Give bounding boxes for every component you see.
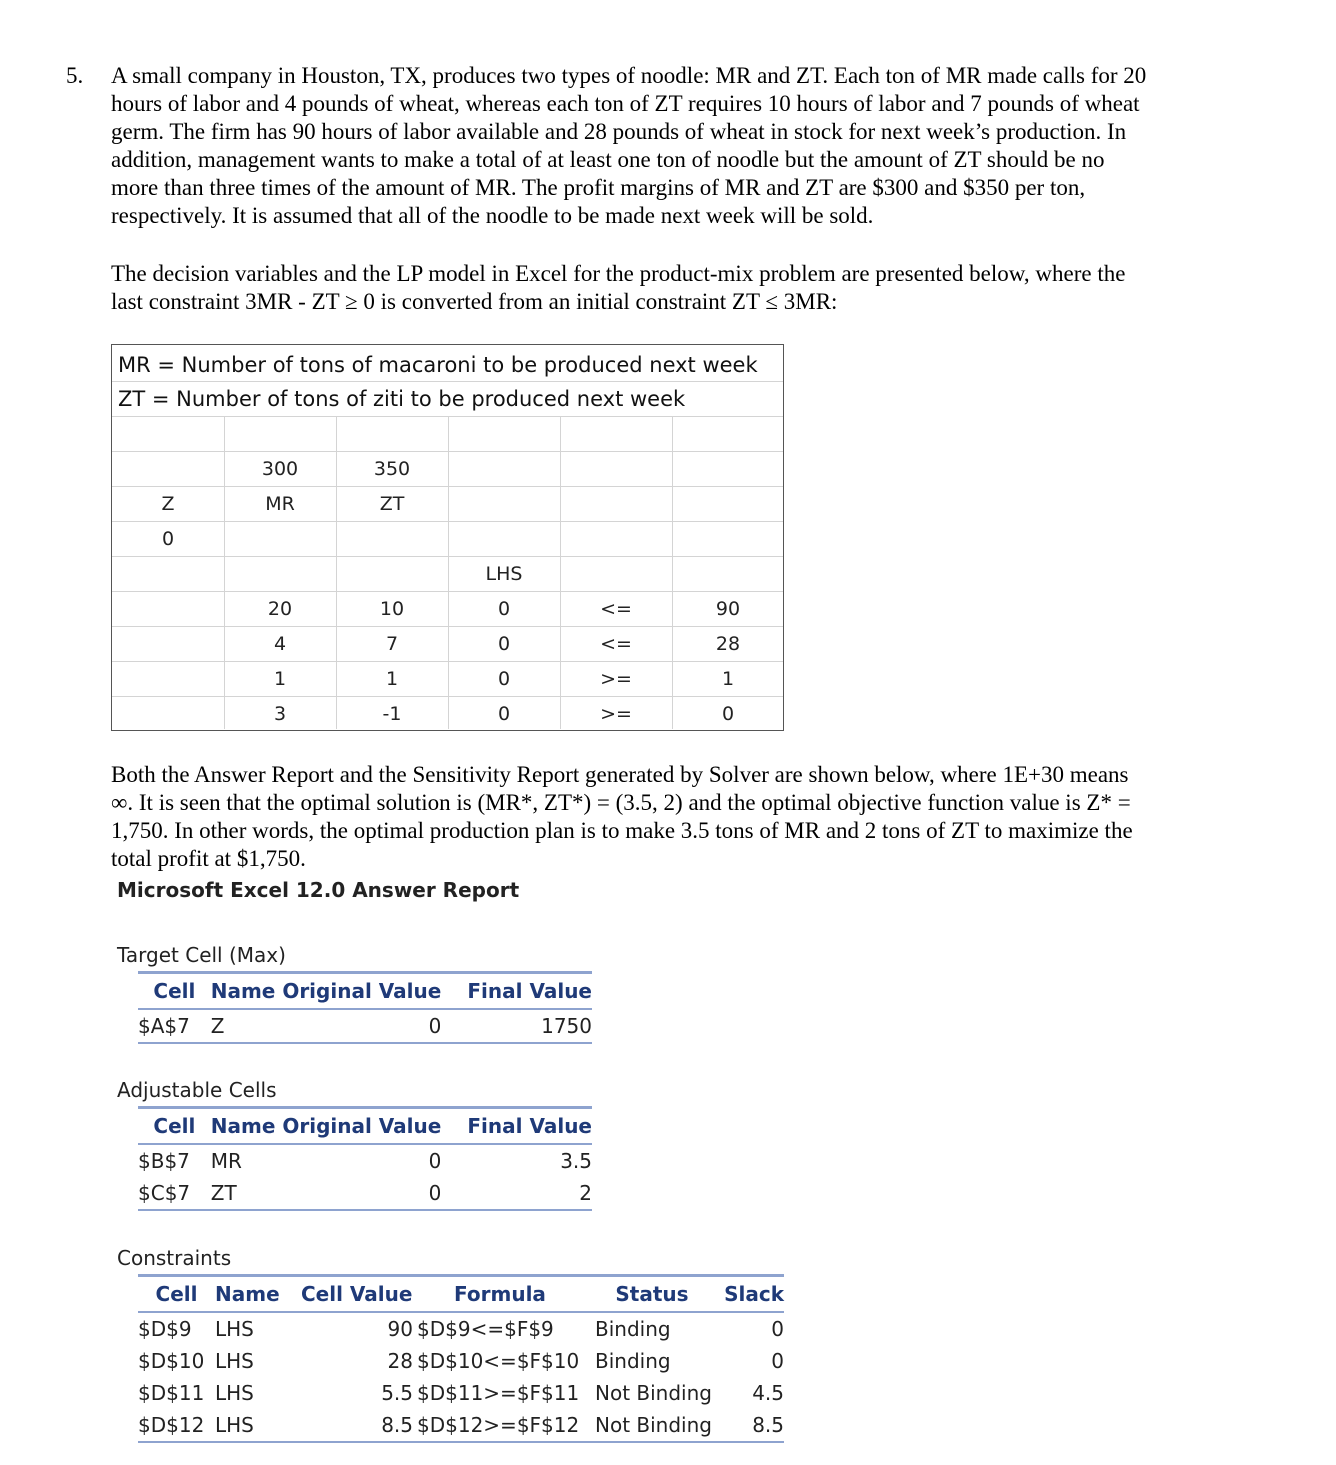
coef-cell: 1 [385,668,399,690]
status: Binding [595,1317,671,1341]
final-value: 1750 [541,1014,592,1038]
coef-cell: -1 [382,703,402,725]
slack: 4.5 [752,1381,784,1405]
formula: $D$10<=$F$10 [417,1349,580,1373]
cell-value: 5.5 [381,1381,413,1405]
cell-ref: $C$7 [138,1181,191,1205]
lhs-cell: 0 [497,598,511,620]
cell-value: 28 [387,1349,413,1373]
status: Not Binding [595,1381,712,1405]
text-line: germ. The firm has 90 hours of labor available and 28 pounds of wheat in stock for next week’s production. In [111,119,1127,144]
question-number: 5. [66,63,84,88]
text-line: addition, management wants to make a total of at least one ton of noodle but the amount of ZT should be no [111,147,1105,172]
excel-model-grid [111,344,784,731]
cell-name: LHS [215,1381,254,1405]
problem-statement [111,62,1251,230]
target-cell-table [138,971,592,1044]
text-line: total profit at $1,750. [111,846,306,871]
col-header: Final Value [441,1108,592,1145]
text-line: more than three times of the amount of MR. The profit margins of MR and ZT are $300 and $350 per ton, [111,175,1086,200]
text-line: 1,750. In other words, the optimal production plan is to make 3.5 tons of MR and 2 tons of ZT to maximize the [111,818,1133,843]
variable-label-mr: MR [265,493,295,515]
cell-name: Z [210,1014,225,1038]
cell-name: ZT [210,1181,237,1205]
lhs-cell: 0 [497,633,511,655]
cell-name: MR [210,1149,242,1173]
inequality-cell: <= [600,598,632,620]
cell-name: LHS [215,1317,254,1341]
lhs-cell: 0 [497,668,511,690]
text-line: The decision variables and the LP model in Excel for the product-mix problem are presented below, where the [111,261,1126,286]
profit-zt: 350 [373,458,411,480]
table-header-row [138,1276,784,1313]
cell-ref: $D$12 [138,1413,205,1437]
objective-value: 0 [161,528,175,550]
col-header: Original Value [282,1108,441,1145]
coef-cell: 20 [267,598,293,620]
rhs-cell: 90 [715,598,741,620]
text-line: respectively. It is assumed that all of the noodle to be made next week will be sold. [111,203,874,228]
variable-label-zt: ZT [379,493,405,515]
coef-cell: 4 [273,633,287,655]
table-row [138,1144,592,1177]
text-line: A small company in Houston, TX, produces two types of noodle: MR and ZT. Each ton of MR made calls for 20 [111,63,1147,88]
solution-summary [111,761,1251,873]
formula: $D$11>=$F$11 [417,1381,580,1405]
col-header: Status [587,1276,717,1313]
text-line: last constraint 3MR - ZT ≥ 0 is converted from an initial constraint ZT ≤ 3MR: [111,289,838,314]
col-header: Name [211,973,283,1010]
status: Not Binding [595,1413,712,1437]
col-header: Cell Value [301,1276,413,1313]
col-header: Slack [717,1276,784,1313]
table-row [138,1312,784,1345]
text-line: Both the Answer Report and the Sensitivity Report generated by Solver are shown below, where 1E+30 means [111,762,1129,787]
variable-definition-mr: MR = Number of tons of macaroni to be produced next week [118,353,758,377]
report-title: Microsoft Excel 12.0 Answer Report [117,878,520,902]
adjustable-cells-table [138,1106,592,1211]
inequality-cell: <= [600,633,632,655]
col-header: Cell [138,973,211,1010]
lhs-cell: 0 [497,703,511,725]
col-header: Cell [138,1108,211,1145]
inequality-cell: >= [600,703,632,725]
cell-value: 8.5 [381,1413,413,1437]
formula: $D$12>=$F$12 [417,1413,580,1437]
table-row [138,1177,592,1210]
objective-label: Z [161,493,175,515]
rhs-cell: 0 [721,703,735,725]
final-value: 2 [579,1181,592,1205]
adjustable-cells-title: Adjustable Cells [117,1078,277,1102]
cell-ref: $B$7 [138,1149,190,1173]
coef-cell: 3 [273,703,287,725]
formula: $D$9<=$F$9 [417,1317,554,1341]
profit-mr: 300 [261,458,299,480]
col-header: Final Value [441,973,592,1010]
inequality-cell: >= [600,668,632,690]
col-header: Formula [413,1276,587,1313]
cell-name: LHS [215,1349,254,1373]
text-line: ∞. It is seen that the optimal solution is (MR*, ZT*) = (3.5, 2) and the optimal objective function value is Z* = [111,790,1131,815]
table-row [138,1409,784,1442]
target-cell-title: Target Cell (Max) [117,943,286,967]
slack: 0 [771,1317,784,1341]
coef-cell: 7 [385,633,399,655]
cell-name: LHS [215,1413,254,1437]
cell-ref: $D$10 [138,1349,205,1373]
slack: 0 [771,1349,784,1373]
rhs-cell: 28 [715,633,741,655]
table-header-row [138,1108,592,1145]
col-header: Original Value [282,973,441,1010]
variable-definition-zt: ZT = Number of tons of ziti to be produced next week [118,387,686,411]
original-value: 0 [428,1181,442,1205]
coef-cell: 1 [273,668,287,690]
cell-value: 90 [387,1317,413,1341]
model-intro [111,260,1251,316]
cell-ref: $A$7 [138,1014,190,1038]
col-header: Name [215,1276,301,1313]
table-row [138,1345,784,1377]
col-header: Cell [138,1276,215,1313]
cell-ref: $D$11 [138,1381,205,1405]
col-header: Name [211,1108,283,1145]
slack: 8.5 [752,1413,784,1437]
status: Binding [595,1349,671,1373]
table-row [138,1009,592,1043]
table-header-row [138,973,592,1010]
constraints-table [138,1274,784,1443]
final-value: 3.5 [560,1149,592,1173]
coef-cell: 10 [379,598,405,620]
text-line: hours of labor and 4 pounds of wheat, whereas each ton of ZT requires 10 hours of labor and 7 pounds of wheat [111,91,1140,116]
cell-ref: $D$9 [138,1317,192,1341]
original-value: 0 [428,1149,442,1173]
rhs-cell: 1 [721,668,735,690]
original-value: 0 [428,1014,442,1038]
constraints-title: Constraints [117,1246,232,1270]
table-row [138,1377,784,1409]
lhs-header: LHS [485,563,523,585]
